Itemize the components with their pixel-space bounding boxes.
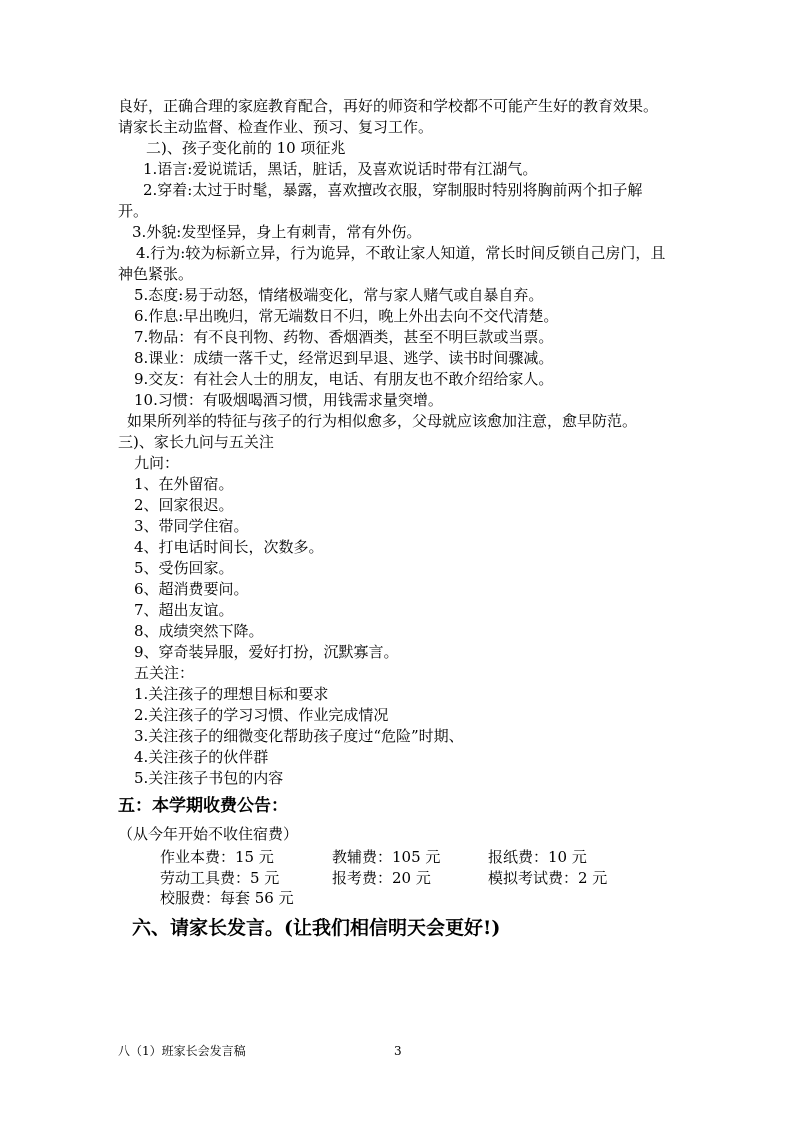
intro-line-1: 良好，正确合理的家庭教育配合，再好的师资和学校都不可能产生好的教育效果。 [118, 97, 659, 115]
sign-item-5: 5.态度:易于动怒，情绪极端变化，常与家人赌气或自暴自弃。 [134, 286, 544, 304]
fee-tutoring-material: 教辅费：105 元 [332, 848, 441, 866]
question-item-6: 6、超消费要问。 [134, 580, 249, 598]
sign-item-2-cont: 开。 [118, 202, 149, 220]
five-focus-title: 五关注： [134, 664, 195, 682]
sign-item-1: 1.语言:爱说谎话，黑话，脏话，及喜欢说话时带有江湖气。 [143, 160, 538, 178]
focus-item-1: 1.关注孩子的理想目标和要求 [134, 685, 329, 703]
question-item-5: 5、受伤回家。 [134, 559, 234, 577]
fee-note: （从今年开始不收住宿费） [118, 825, 299, 843]
fee-uniform: 校服费：每套 56 元 [160, 889, 294, 907]
focus-item-2: 2.关注孩子的学习习惯、作业完成情况 [134, 706, 389, 724]
section-2-heading: 二)、孩子变化前的 10 项征兆 [146, 139, 346, 157]
section-3-heading: 三)、家长九问与五关注 [118, 433, 274, 451]
intro-line-2: 请家长主动监督、检查作业、预习、复习工作。 [118, 118, 434, 136]
question-item-3: 3、带同学住宿。 [134, 517, 249, 535]
fee-mock-exam: 模拟考试费：2 元 [488, 869, 608, 887]
question-item-2: 2、回家很迟。 [134, 496, 234, 514]
sign-item-2: 2.穿着:太过于时髦，暴露，喜欢擅改衣服，穿制服时特别将胸前两个扣子解 [143, 181, 643, 199]
sign-item-4: 4.行为:较为标新立异，行为诡异，不敢让家人知道，常长时间反锁自己房门，且 [136, 244, 666, 262]
question-item-8: 8、成绩突然下降。 [134, 622, 264, 640]
focus-item-5: 5.关注孩子书包的内容 [134, 769, 284, 787]
sign-item-4-cont: 神色紧张。 [118, 265, 194, 283]
question-item-4: 4、打电话时间长，次数多。 [134, 538, 324, 556]
question-item-9: 9、穿奇装异服，爱好打扮，沉默寡言。 [134, 643, 399, 661]
section-2-note: 如果所列举的特征与孩子的行为相似愈多，父母就应该愈加注意，愈早防范。 [127, 412, 638, 430]
focus-item-4: 4.关注孩子的伙伴群 [134, 748, 269, 766]
focus-item-3: 3.关注孩子的细微变化帮助孩子度过“危险”时期、 [134, 727, 464, 745]
sign-item-10: 10.习惯：有吸烟喝酒习惯，用钱需求量突增。 [134, 391, 443, 409]
question-item-7: 7、超出友谊。 [134, 601, 234, 619]
sign-item-8: 8.课业：成绩一落千丈，经常迟到早退、逃学、读书时间骤减。 [134, 349, 554, 367]
nine-questions-title: 九问： [134, 454, 180, 472]
sign-item-6: 6.作息:早出晚归，常无端数日不归，晚上外出去向不交代清楚。 [134, 307, 559, 325]
fee-workbook: 作业本费：15 元 [160, 848, 274, 866]
section-6-heading: 六、请家长发言。(让我们相信明天会更好!) [132, 917, 501, 939]
footer-page-number: 3 [394, 1044, 402, 1058]
sign-item-9: 9.交友：有社会人士的朋友，电话、有朋友也不敢介绍给家人。 [134, 370, 554, 388]
question-item-1: 1、在外留宿。 [134, 475, 234, 493]
fee-newspaper: 报纸费：10 元 [488, 848, 587, 866]
sign-item-7: 7.物品：有不良刊物、药物、香烟酒类，甚至不明巨款或当票。 [134, 328, 554, 346]
fee-labor-tools: 劳动工具费：5 元 [160, 869, 280, 887]
fee-exam-registration: 报考费：20 元 [332, 869, 431, 887]
footer-doc-title: 八（1）班家长会发言稿 [118, 1044, 246, 1058]
section-5-heading: 五：本学期收费公告： [118, 796, 288, 816]
sign-item-3: 3.外貌:发型怪异，身上有刺青，常有外伤。 [132, 223, 422, 241]
